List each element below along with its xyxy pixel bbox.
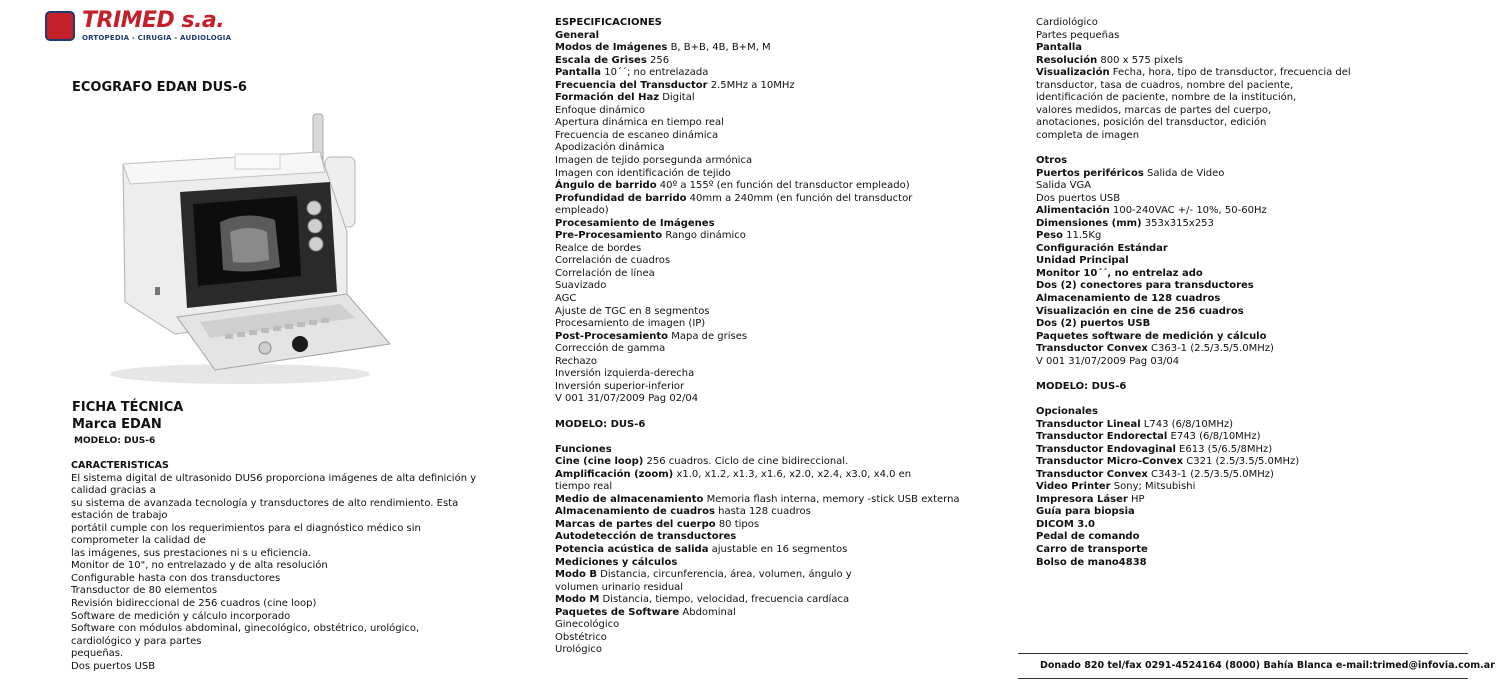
spec-label: Modos de Imágenes [555,42,668,54]
spec-line [555,607,960,620]
spec-line [555,130,960,143]
spec-line [555,456,960,469]
spec-line [1036,55,1351,68]
spec-value: 40º a 155º (en función del transductor empleado) [656,180,910,192]
spec-value: 353x315x253 [1141,217,1214,229]
spec-line [555,469,960,482]
spec-line [555,582,960,595]
spec-line [555,594,960,607]
spec-value: B, B+B, 4B, B+M, M [667,42,771,54]
spec-line [555,168,960,181]
spec-line [555,293,960,306]
spec-value: Rechazo [555,355,597,367]
spec-label: Almacenamiento de 128 cuadros [1036,293,1221,305]
spec-value: 40mm a 240mm (en función del transductor [686,192,913,204]
caracteristicas-line: pequeñas. [71,648,124,660]
spec-line [1036,456,1351,469]
spec-value: identificación de paciente, nombre de la institución, [1036,92,1297,104]
spec-label: Potencia acústica de salida [555,543,709,555]
spec-line [555,368,960,381]
spec-value: Abdominal [679,606,736,618]
spec-value: C363-1 (2.5/3.5/5.0MHz) [1147,343,1274,355]
spec-value: Salida de Video [1143,167,1225,179]
spec-line [1036,168,1351,181]
spec-value: Ginecológico [555,619,620,631]
spec-line [1036,444,1351,457]
spec-line [1036,80,1351,93]
spec-line [1036,155,1351,168]
spec-value: Partes pequeñas [1036,29,1120,41]
spec-value: 100-240VAC +/- 10%, 50-60Hz [1109,205,1267,217]
spec-line [555,632,960,645]
spec-value: Mapa de grises [668,330,748,342]
spec-value: empleado) [555,205,609,217]
caracteristicas-line: estación de trabajo [71,510,168,522]
ultrasound-device-image [85,112,395,387]
spec-value: completa de imagen [1036,129,1140,141]
spec-label: Configuración Estándar [1036,242,1168,254]
spec-line [1036,268,1351,281]
spec-line [1036,431,1351,444]
spec-label: Medio de almacenamiento [555,493,704,505]
spec-value: V 001 31/07/2009 Pag 02/04 [555,393,699,405]
spec-line [555,343,960,356]
spec-line [1036,142,1351,155]
spec-label: Paquetes software de medición y cálculo [1036,330,1267,342]
especificaciones-continued-column [1036,17,1351,569]
spec-label: Cine (cine loop) [555,456,644,468]
spec-value: Distancia, tiempo, velocidad, frecuencia cardíaca [599,594,850,606]
spec-label: Carro de transporte [1036,543,1148,555]
spec-label: Puertos periféricos [1036,167,1144,179]
especificaciones-column [555,17,960,657]
spec-value: valores medidos, marcas de partes del cuerpo, [1036,104,1272,116]
footer-rule-top [1018,653,1468,654]
spec-line [555,193,960,206]
spec-value: Apodización dinámica [555,142,665,154]
caracteristicas-line: calidad gracias a [71,485,156,497]
spec-line [555,80,960,93]
spec-line [555,431,960,444]
caracteristicas-line: su sistema de avanzada tecnología y transductores de alto rendimiento. Esta [71,497,459,509]
spec-label: Alimentación [1036,205,1110,217]
spec-line [555,230,960,243]
spec-line [555,180,960,193]
spec-value: 10´´; no entrelazada [601,67,709,79]
spec-label: General [555,29,599,41]
spec-line [555,55,960,68]
spec-value: Frecuencia de escaneo dinámica [555,129,719,141]
spec-line [555,444,960,457]
spec-label: Monitor 10´´, no entrelaz ado [1036,267,1203,279]
spec-value: Sony; Mitsubishi [1110,481,1196,493]
spec-label: Amplificación (zoom) [555,468,674,480]
spec-line [555,92,960,105]
ficha-tecnica [72,399,183,433]
spec-value: Inversión izquierda-derecha [555,368,695,380]
spec-value: 11.5Kg [1062,230,1102,242]
spec-value: transductor, tasa de cuadros, nombre del paciente, [1036,79,1294,91]
spec-line [555,205,960,218]
spec-line [1036,494,1351,507]
logo-mark [45,11,75,41]
spec-label: Formación del Haz [555,92,660,104]
caracteristicas-line: comprometer la calidad de [71,535,206,547]
spec-value: E743 (6/8/10MHz) [1167,431,1261,443]
page-title: ECOGRAFO EDAN DUS-6 [72,80,247,95]
spec-label: Modo M [555,594,600,606]
spec-label: Post-Procesamiento [555,330,669,342]
spec-value: Enfoque dinámico [555,104,646,116]
spec-line [555,494,960,507]
caracteristicas-line: Configurable hasta con dos transductores [71,572,281,584]
spec-line [1036,519,1351,532]
spec-line [1036,531,1351,544]
ficha-title: FICHA TÉCNICA [72,400,184,415]
spec-line [555,619,960,632]
spec-label: Frecuencia del Transductor [555,79,708,91]
spec-value: Imagen con identificación de tejido [555,167,731,179]
spec-label: Video Printer [1036,481,1111,493]
spec-value: Inversión superior-inferior [555,380,685,392]
spec-label: Ángulo de barrido [555,180,657,192]
spec-label: Paquetes de Software [555,606,680,618]
spec-line [1036,17,1351,30]
spec-label: Procesamiento de Imágenes [555,217,715,229]
spec-line [555,557,960,570]
spec-line [1036,205,1351,218]
spec-line [555,318,960,331]
spec-label: Profundidad de barrido [555,192,687,204]
spec-value: Imagen de tejido porsegunda armónica [555,155,753,167]
spec-line [1036,218,1351,231]
spec-line [555,419,960,432]
spec-value: 800 x 575 pixels [1097,54,1183,66]
spec-line [555,531,960,544]
modelo-label: MODELO: DUS-6 [74,436,156,446]
spec-label: Transductor Endovaginal [1036,443,1176,455]
spec-label: MODELO: DUS-6 [1036,380,1127,392]
spec-line [555,17,960,30]
spec-line [1036,331,1351,344]
spec-label: Pedal de comando [1036,531,1140,543]
footer-contact: Donado 820 tel/fax 0291-4524164 (8000) Bahía Blanca e-mail:trimed@infovia.com.ar [1040,660,1495,671]
footer-rule-bottom [1018,678,1468,679]
marca: Marca EDAN [72,417,162,432]
spec-line [555,117,960,130]
spec-value: 2.5MHz a 10MHz [707,79,795,91]
spec-label: Transductor Convex [1036,343,1148,355]
spec-value: Salida VGA [1036,180,1092,192]
spec-label: Dos (2) puertos USB [1036,318,1151,330]
spec-line [1036,67,1351,80]
spec-line [555,218,960,231]
spec-line [555,67,960,80]
spec-label: Transductor Micro-Convex [1036,456,1184,468]
spec-line [1036,180,1351,193]
caracteristicas-line: cardiológico y para partes [71,635,202,647]
spec-label: Marcas de partes del cuerpo [555,518,716,530]
spec-value: Suavizado [555,280,607,292]
spec-line [555,519,960,532]
spec-line [555,406,960,419]
caracteristicas-line: Transductor de 80 elementos [71,585,218,597]
spec-line [555,105,960,118]
spec-line [1036,544,1351,557]
spec-value: Realce de bordes [555,242,642,254]
spec-value: hasta 128 cuadros [714,506,811,518]
spec-line [555,306,960,319]
spec-line [555,481,960,494]
spec-line [1036,469,1351,482]
spec-line [555,544,960,557]
spec-value: Cardiológico [1036,17,1098,28]
spec-line [555,142,960,155]
spec-value: Urológico [555,644,602,656]
spec-label: Almacenamiento de cuadros [555,506,715,518]
spec-label: Impresora Láser [1036,493,1128,505]
spec-value: E613 (5/6.5/8MHz) [1175,443,1273,455]
spec-line [555,42,960,55]
spec-label: Funciones [555,443,612,455]
spec-value: Correlación de cuadros [555,255,671,267]
spec-label: Mediciones y cálculos [555,556,678,568]
spec-label: ESPECIFICACIONES [555,17,662,28]
spec-label: MODELO: DUS-6 [555,418,646,430]
spec-line [555,506,960,519]
spec-value: Correlación de línea [555,267,655,279]
spec-value: Distancia, circunferencia, área, volumen, ángulo y [596,569,852,581]
spec-line [1036,130,1351,143]
spec-value: C321 (2.5/3.5/5.0MHz) [1183,456,1300,468]
spec-value: 80 tipos [715,518,760,530]
spec-line [1036,230,1351,243]
spec-line [1036,92,1351,105]
spec-line [555,381,960,394]
spec-line [1036,343,1351,356]
spec-value: Apertura dinámica en tiempo real [555,117,724,129]
spec-line [1036,406,1351,419]
logo-tagline: ORTOPEDIA - CIRUGIA - AUDIOLOGIA [82,34,232,42]
caracteristicas-line: las imágenes, sus prestaciones ni s u eficiencia. [71,547,312,559]
spec-line [1036,243,1351,256]
spec-value: Fecha, hora, tipo de transductor, frecuencia del [1109,67,1351,79]
spec-value: Ajuste de TGC en 8 segmentos [555,305,710,317]
caracteristicas-line: Dos puertos USB [71,660,156,672]
spec-line [555,155,960,168]
spec-label: Opcionales [1036,405,1098,417]
spec-line [1036,42,1351,55]
spec-line [1036,356,1351,369]
spec-label: Otros [1036,155,1068,167]
spec-label: Resolución [1036,54,1098,66]
caracteristicas-title: CARACTERISTICAS [71,460,169,471]
spec-value: anotaciones, posición del transductor, edición [1036,117,1267,129]
caracteristicas-section [71,460,476,673]
logo-brand: TRIMED s.a. [82,8,225,33]
spec-line [555,280,960,293]
spec-label: Peso [1036,230,1063,242]
spec-line [1036,293,1351,306]
spec-value: C343-1 (2.5/3.5/5.0MHz) [1147,468,1274,480]
spec-line [1036,318,1351,331]
spec-label: Visualización [1036,67,1110,79]
spec-line [1036,105,1351,118]
spec-line [555,356,960,369]
spec-value: Dos puertos USB [1036,192,1121,204]
spec-label: Dimensiones (mm) [1036,217,1142,229]
spec-label: Transductor Lineal [1036,418,1141,430]
spec-label: Pantalla [555,67,602,79]
caracteristicas-line: Monitor de 10", no entrelazado y de alta resolución [71,560,328,572]
spec-line [1036,419,1351,432]
spec-label: Pantalla [1036,42,1083,54]
spec-line [555,255,960,268]
spec-value: x1.0, x1.2, x1.3, x1.6, x2.0, x2.4, x3.0, x4.0 en [673,468,912,480]
spec-label: Autodetección de transductores [555,531,737,543]
spec-line [1036,306,1351,319]
spec-line [1036,481,1351,494]
spec-value: L743 (6/8/10MHz) [1140,418,1234,430]
spec-line [1036,506,1351,519]
spec-line [1036,193,1351,206]
spec-value: Digital [659,92,695,104]
spec-label: Unidad Principal [1036,255,1129,267]
spec-value: tiempo real [555,481,613,493]
spec-line [1036,117,1351,130]
spec-value: volumen urinario residual [555,581,684,593]
caracteristicas-line: portátil cumple con los requerimientos para el diagnóstico médico sin [71,522,421,534]
spec-label: Pre-Procesamiento [555,230,663,242]
spec-value: Obstétrico [555,631,607,643]
spec-label: Dos (2) conectores para transductores [1036,280,1254,292]
spec-value: ajustable en 16 segmentos [708,543,848,555]
caracteristicas-line: Revisión bidireccional de 256 cuadros (cine loop) [71,598,317,610]
spec-label: Bolso de mano4838 [1036,556,1147,568]
spec-value: AGC [555,293,577,305]
spec-line [1036,280,1351,293]
spec-label: DICOM 3.0 [1036,518,1096,530]
caracteristicas-line: El sistema digital de ultrasonido DUS6 proporciona imágenes de alta definición y [71,472,477,484]
spec-line [555,30,960,43]
spec-value: Procesamiento de imagen (IP) [555,318,706,330]
spec-value: Corrección de gamma [555,343,666,355]
spec-line [1036,557,1351,570]
caracteristicas-line: Software con módulos abdominal, ginecológico, obstétrico, urológico, [71,623,420,635]
spec-line [1036,255,1351,268]
spec-value: 256 cuadros. Ciclo de cine bidireccional. [643,456,849,468]
spec-line [1036,368,1351,381]
caracteristicas-line: Software de medición y cálculo incorporado [71,610,291,622]
spec-label: Transductor Convex [1036,468,1148,480]
spec-line [555,569,960,582]
spec-label: Transductor Endorectal [1036,431,1168,443]
spec-value: 256 [646,54,670,66]
spec-value: V 001 31/07/2009 Pag 03/04 [1036,355,1180,367]
spec-line [555,268,960,281]
spec-value: Memoria flash interna, memory -stick USB externa [703,493,960,505]
spec-line [555,393,960,406]
spec-line [555,243,960,256]
spec-label: Modo B [555,569,597,581]
spec-value: Rango dinámico [662,230,746,242]
spec-label: Escala de Grises [555,54,647,66]
spec-line [1036,393,1351,406]
spec-line [1036,381,1351,394]
spec-line [555,644,960,657]
spec-value: HP [1127,493,1145,505]
spec-line [1036,30,1351,43]
spec-label: Guía para biopsia [1036,506,1135,518]
spec-line [555,331,960,344]
spec-label: Visualización en cine de 256 cuadros [1036,305,1244,317]
